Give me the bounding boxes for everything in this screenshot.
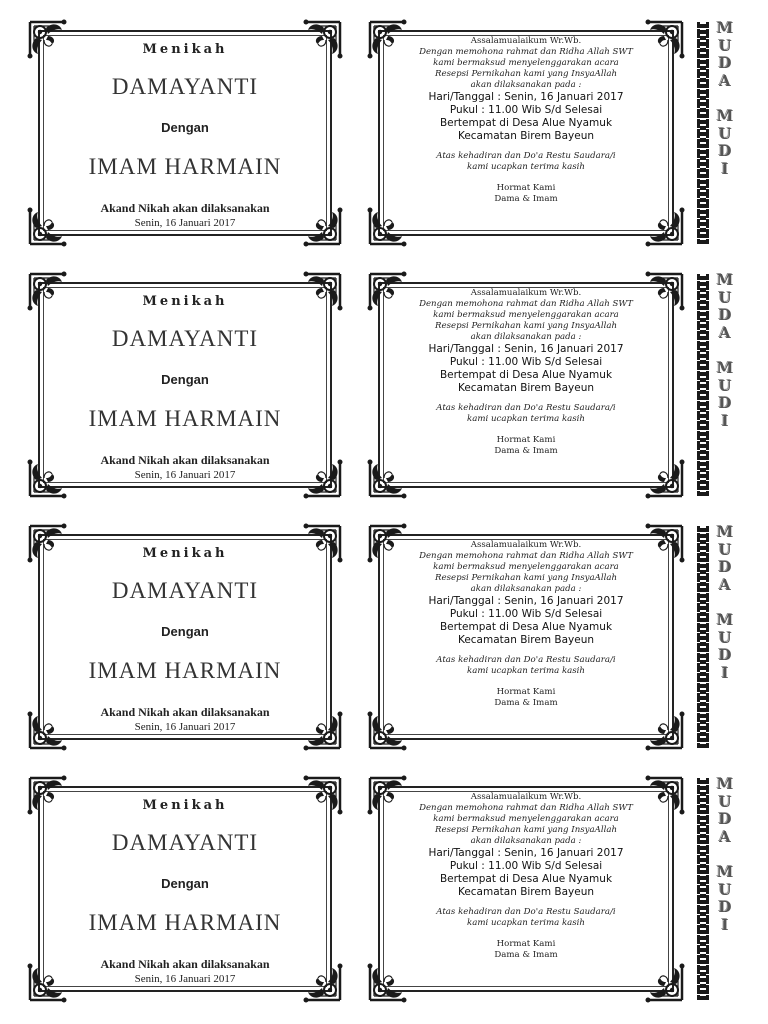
side-letter: U xyxy=(718,628,732,647)
connector-text: Dengan xyxy=(161,372,209,387)
side-letter: M xyxy=(716,19,734,37)
greeting: Assalamualaikum Wr.Wb. xyxy=(470,792,582,802)
groom-name: IMAM HARMAIN xyxy=(88,154,282,179)
side-letter: M xyxy=(716,106,734,125)
side-letter xyxy=(713,846,737,864)
side-letters xyxy=(713,272,737,430)
greeting: Assalamualaikum Wr.Wb. xyxy=(470,36,582,46)
closing-line: Atas kehadiran dan Do'a Restu Saudara/i xyxy=(436,655,616,665)
closing-line: Atas kehadiran dan Do'a Restu Saudara/i xyxy=(436,151,616,161)
place-line: Kecamatan Birem Bayeun xyxy=(457,382,595,394)
akad-date: Senin, 16 Januari 2017 xyxy=(134,973,236,985)
corner-ornament-icon xyxy=(642,960,686,1004)
greeting: Assalamualaikum Wr.Wb. xyxy=(470,540,582,550)
invitation-row-2 xyxy=(0,270,768,500)
side-letters xyxy=(713,776,737,934)
day-date: Hari/Tanggal : Senin, 16 Januari 2017 xyxy=(428,91,624,103)
akad-text: Akand Nikah akan dilaksanakan xyxy=(100,201,270,215)
corner-ornament-icon xyxy=(642,204,686,248)
card-title: Menikah xyxy=(142,798,228,813)
cover-card xyxy=(26,18,344,248)
bride-name: DAMAYANTI xyxy=(111,326,259,351)
regards: Hormat Kami xyxy=(496,435,556,445)
corner-ornament-icon xyxy=(642,708,686,752)
side-letter: M xyxy=(716,610,734,629)
side-letter: A xyxy=(719,827,731,846)
place-line: Bertempat di Desa Alue Nyamuk xyxy=(439,621,613,633)
place-line: Kecamatan Birem Bayeun xyxy=(457,130,595,142)
regards: Hormat Kami xyxy=(496,687,556,697)
intro-line: akan dilaksanakan pada : xyxy=(470,80,582,90)
akad-text: Akand Nikah akan dilaksanakan xyxy=(100,705,270,719)
decorative-bar xyxy=(697,274,709,496)
place-line: Bertempat di Desa Alue Nyamuk xyxy=(439,873,613,885)
side-letter: U xyxy=(718,880,732,899)
bride-name: DAMAYANTI xyxy=(111,830,259,855)
bride-name: DAMAYANTI xyxy=(111,578,259,603)
connector-text: Dengan xyxy=(161,120,209,135)
intro-line: akan dilaksanakan pada : xyxy=(470,836,582,846)
corner-ornament-icon xyxy=(642,456,686,500)
invitation-row-3 xyxy=(0,522,768,752)
side-letter: A xyxy=(719,575,731,594)
side-letter: U xyxy=(718,288,732,307)
side-letter: A xyxy=(719,323,731,342)
intro-line: kami bermaksud menyelenggarakan acara xyxy=(433,562,619,572)
greeting: Assalamualaikum Wr.Wb. xyxy=(470,288,582,298)
groom-name: IMAM HARMAIN xyxy=(88,658,282,683)
side-letter: I xyxy=(721,159,729,178)
side-letter: D xyxy=(718,810,732,829)
side-letter: U xyxy=(718,540,732,559)
place-line: Kecamatan Birem Bayeun xyxy=(457,886,595,898)
intro-line: Resepsi Pernikahan kami yang InsyaAllah xyxy=(435,321,617,331)
side-letter: D xyxy=(718,306,732,325)
time: Pukul : 11.00 Wib S/d Selesai xyxy=(449,608,603,620)
signature: Dama & Imam xyxy=(494,698,558,708)
side-letter: D xyxy=(718,646,732,665)
closing-line: kami ucapkan terima kasih xyxy=(467,414,585,424)
connector-text: Dengan xyxy=(161,876,209,891)
side-letter: I xyxy=(721,411,729,430)
groom-name: IMAM HARMAIN xyxy=(88,406,282,431)
side-strip xyxy=(697,522,737,752)
details-card xyxy=(366,18,686,248)
side-letter: U xyxy=(718,792,732,811)
intro-line: kami bermaksud menyelenggarakan acara xyxy=(433,58,619,68)
regards: Hormat Kami xyxy=(496,183,556,193)
side-letter: I xyxy=(721,915,729,934)
intro-line: akan dilaksanakan pada : xyxy=(470,584,582,594)
side-strip xyxy=(697,18,737,248)
bride-name: DAMAYANTI xyxy=(111,74,259,99)
corner-ornament-icon xyxy=(366,204,410,248)
card-title: Menikah xyxy=(142,294,228,309)
intro-line: Dengan memohona rahmat dan Ridha Allah SWT xyxy=(419,803,633,813)
decorative-bar xyxy=(697,526,709,748)
regards: Hormat Kami xyxy=(496,939,556,949)
akad-date: Senin, 16 Januari 2017 xyxy=(134,217,236,229)
side-letter: D xyxy=(718,142,732,161)
side-letter: D xyxy=(718,898,732,917)
place-line: Bertempat di Desa Alue Nyamuk xyxy=(439,369,613,381)
place-line: Bertempat di Desa Alue Nyamuk xyxy=(439,117,613,129)
cover-card xyxy=(26,522,344,752)
closing-line: kami ucapkan terima kasih xyxy=(467,162,585,172)
place-line: Kecamatan Birem Bayeun xyxy=(457,634,595,646)
closing-line: kami ucapkan terima kasih xyxy=(467,666,585,676)
intro-line: akan dilaksanakan pada : xyxy=(470,332,582,342)
side-letter: I xyxy=(721,663,729,682)
side-letter: D xyxy=(718,558,732,577)
akad-text: Akand Nikah akan dilaksanakan xyxy=(100,957,270,971)
side-letter: U xyxy=(718,124,732,143)
invitation-row-1 xyxy=(0,18,768,248)
side-letter: A xyxy=(719,71,731,90)
side-letters xyxy=(713,20,737,178)
time: Pukul : 11.00 Wib S/d Selesai xyxy=(449,104,603,116)
side-letter xyxy=(713,342,737,360)
corner-ornament-icon xyxy=(366,456,410,500)
side-strip xyxy=(697,774,737,1004)
side-letter: M xyxy=(716,271,734,289)
day-date: Hari/Tanggal : Senin, 16 Januari 2017 xyxy=(428,595,624,607)
corner-ornament-icon xyxy=(366,960,410,1004)
side-letter: M xyxy=(716,775,734,793)
decorative-bar xyxy=(697,778,709,1000)
intro-line: kami bermaksud menyelenggarakan acara xyxy=(433,814,619,824)
intro-line: Dengan memohona rahmat dan Ridha Allah SWT xyxy=(419,551,633,561)
akad-date: Senin, 16 Januari 2017 xyxy=(134,721,236,733)
side-letter: D xyxy=(718,54,732,73)
card-title: Menikah xyxy=(142,42,228,57)
side-letter xyxy=(713,90,737,108)
intro-line: Dengan memohona rahmat dan Ridha Allah SWT xyxy=(419,47,633,57)
invitation-row-4 xyxy=(0,774,768,1004)
connector-text: Dengan xyxy=(161,624,209,639)
groom-name: IMAM HARMAIN xyxy=(88,910,282,935)
closing-line: kami ucapkan terima kasih xyxy=(467,918,585,928)
side-letters xyxy=(713,524,737,682)
time: Pukul : 11.00 Wib S/d Selesai xyxy=(449,356,603,368)
intro-line: Resepsi Pernikahan kami yang InsyaAllah xyxy=(435,573,617,583)
intro-line: kami bermaksud menyelenggarakan acara xyxy=(433,310,619,320)
side-letter: M xyxy=(716,523,734,541)
cover-card xyxy=(26,774,344,1004)
side-strip xyxy=(697,270,737,500)
intro-line: Resepsi Pernikahan kami yang InsyaAllah xyxy=(435,825,617,835)
intro-line: Dengan memohona rahmat dan Ridha Allah SWT xyxy=(419,299,633,309)
decorative-bar xyxy=(697,22,709,244)
intro-line: Resepsi Pernikahan kami yang InsyaAllah xyxy=(435,69,617,79)
day-date: Hari/Tanggal : Senin, 16 Januari 2017 xyxy=(428,847,624,859)
card-title: Menikah xyxy=(142,546,228,561)
side-letter: D xyxy=(718,394,732,413)
cover-card xyxy=(26,270,344,500)
time: Pukul : 11.00 Wib S/d Selesai xyxy=(449,860,603,872)
side-letter: U xyxy=(718,36,732,55)
corner-ornament-icon xyxy=(366,708,410,752)
side-letter: U xyxy=(718,376,732,395)
akad-text: Akand Nikah akan dilaksanakan xyxy=(100,453,270,467)
closing-line: Atas kehadiran dan Do'a Restu Saudara/i xyxy=(436,907,616,917)
details-card xyxy=(366,522,686,752)
side-letter: M xyxy=(716,862,734,881)
signature: Dama & Imam xyxy=(494,950,558,960)
akad-date: Senin, 16 Januari 2017 xyxy=(134,469,236,481)
details-card xyxy=(366,774,686,1004)
closing-line: Atas kehadiran dan Do'a Restu Saudara/i xyxy=(436,403,616,413)
side-letter: M xyxy=(716,358,734,377)
day-date: Hari/Tanggal : Senin, 16 Januari 2017 xyxy=(428,343,624,355)
side-letter xyxy=(713,594,737,612)
details-card xyxy=(366,270,686,500)
signature: Dama & Imam xyxy=(494,446,558,456)
signature: Dama & Imam xyxy=(494,194,558,204)
